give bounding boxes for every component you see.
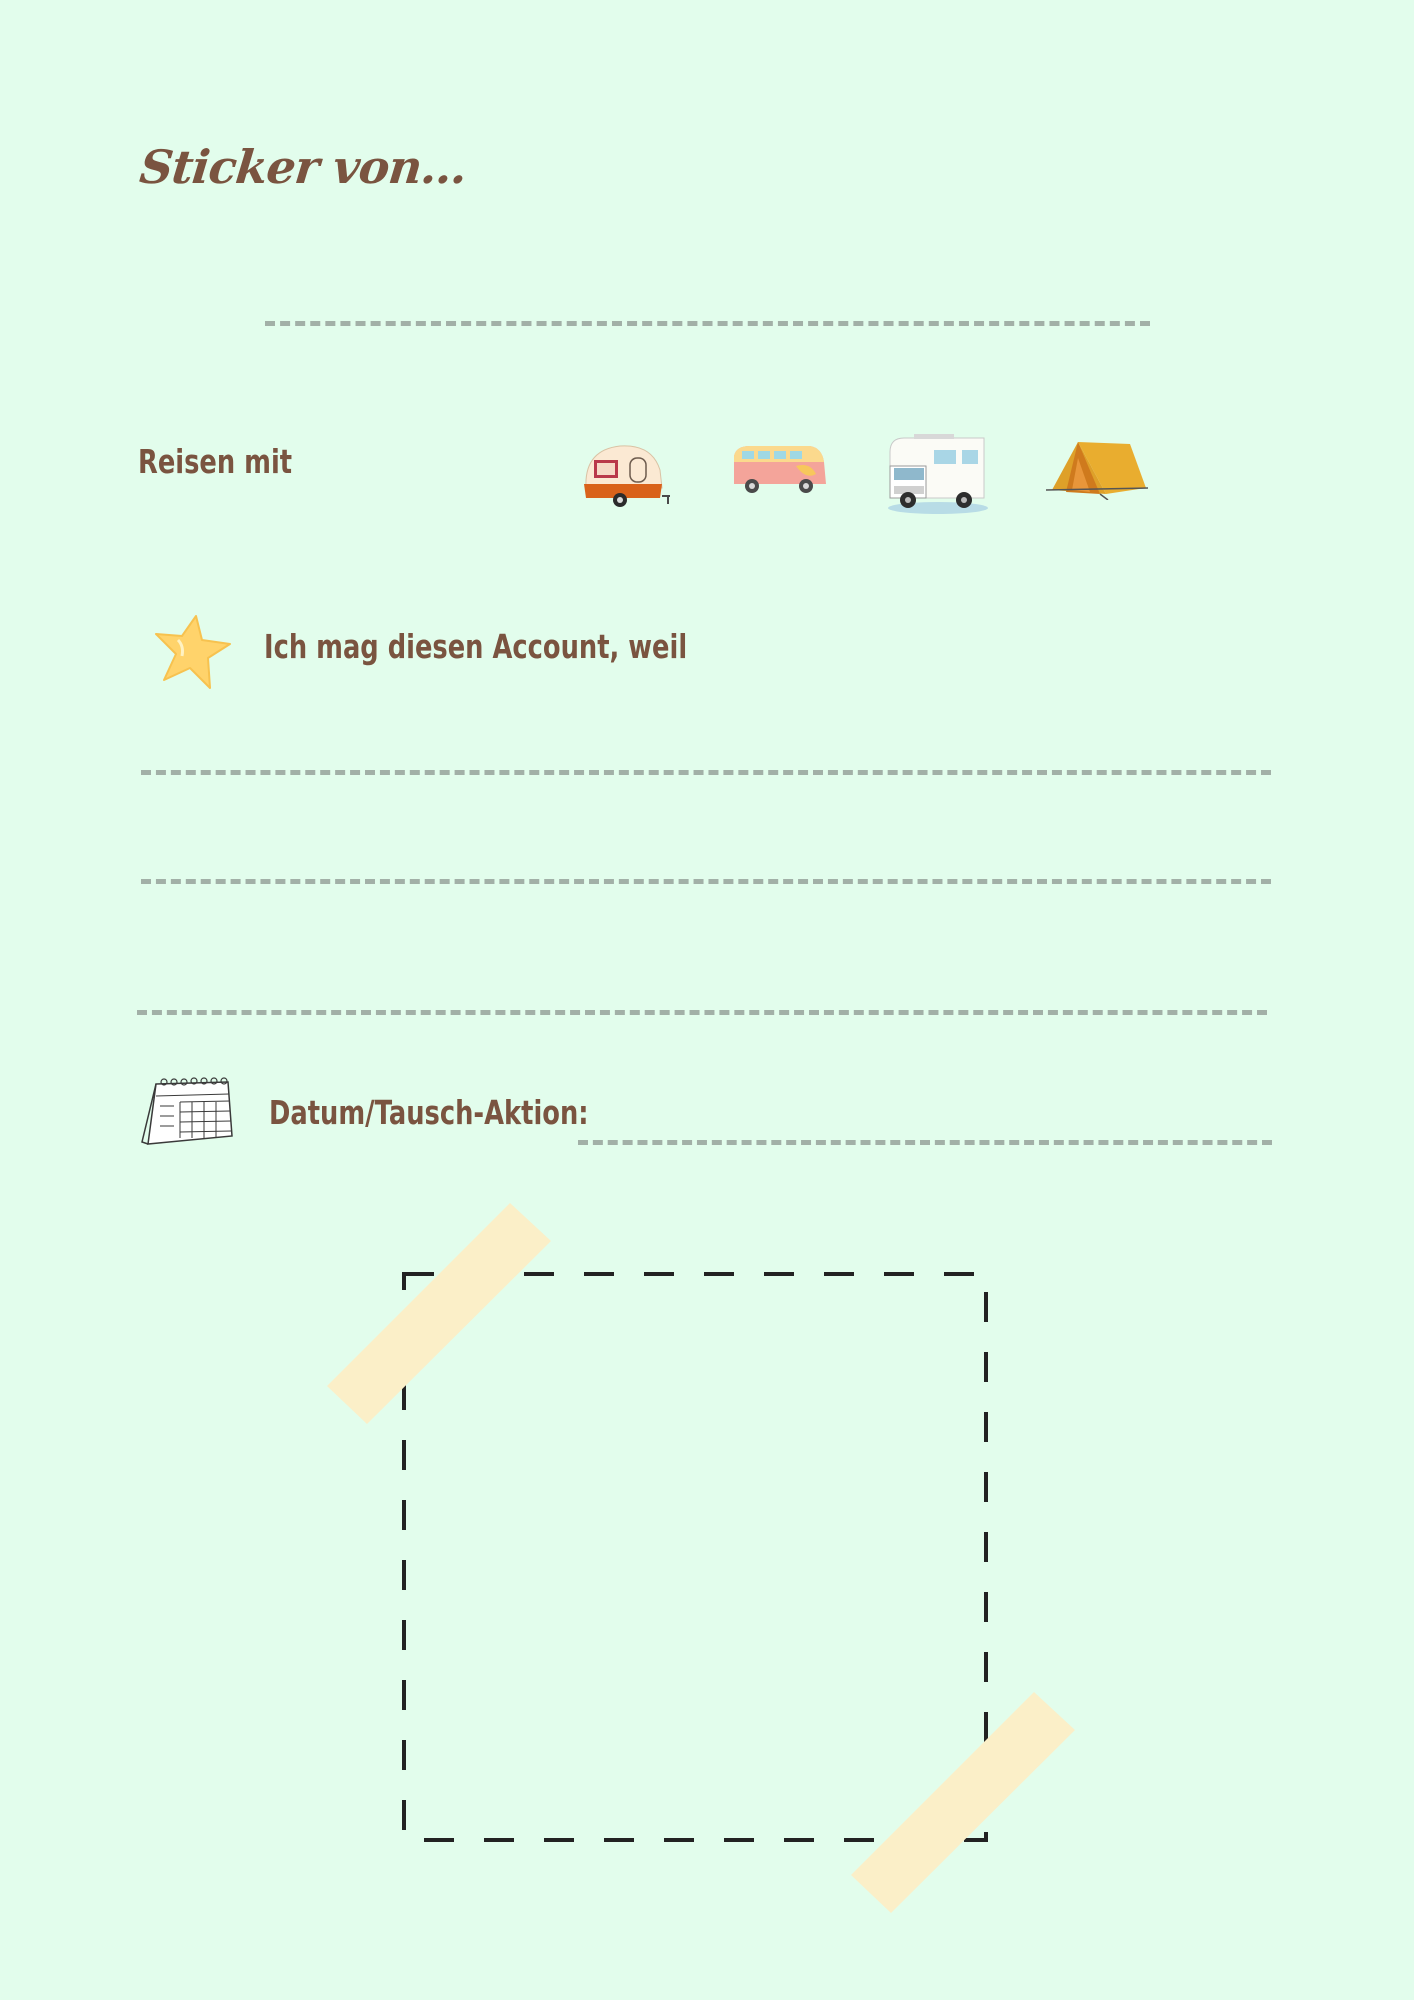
tent-icon xyxy=(1044,438,1150,500)
star-icon xyxy=(150,610,236,696)
calendar-icon xyxy=(140,1076,234,1148)
reason-line-3[interactable] xyxy=(137,1010,1267,1015)
page-title: Sticker von... xyxy=(137,140,470,194)
reason-line-1[interactable] xyxy=(141,770,1271,775)
date-line[interactable] xyxy=(578,1140,1272,1145)
reason-label: Ich mag diesen Account, weil xyxy=(264,627,688,666)
caravan-icon xyxy=(580,440,670,510)
vw-bus-icon xyxy=(730,440,830,500)
motorhome-icon xyxy=(884,432,992,516)
date-label: Datum/Tausch-Aktion: xyxy=(269,1093,589,1132)
name-line[interactable] xyxy=(265,321,1150,326)
reason-line-2[interactable] xyxy=(141,879,1271,884)
travel-label: Reisen mit xyxy=(138,442,293,481)
tape-top-left xyxy=(327,1201,553,1427)
tape-bottom-right xyxy=(851,1690,1077,1916)
